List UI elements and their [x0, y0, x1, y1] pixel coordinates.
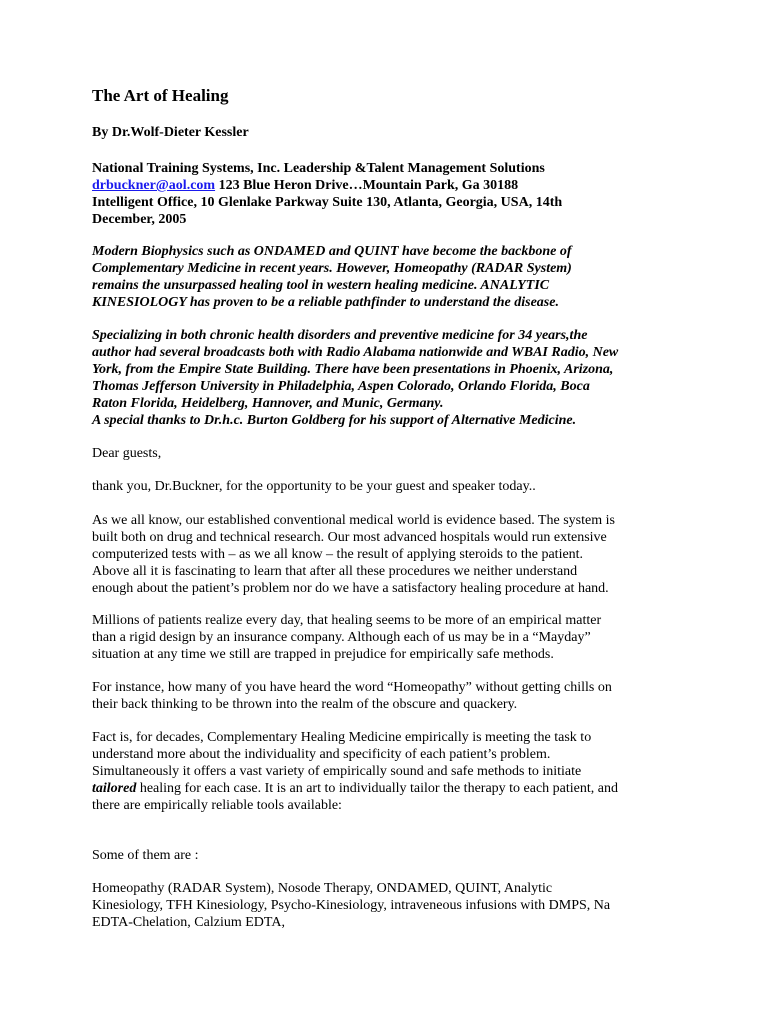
- text-line: understand more about the individuality and specificity of each patient’s problem.: [92, 747, 551, 762]
- body-paragraph-4: [92, 729, 682, 814]
- text-line: KINESIOLOGY has proven to be a reliable pathfinder to understand the disease.: [92, 295, 559, 310]
- body-paragraph-2: [92, 612, 682, 663]
- office-line: Intelligent Office, 10 Glenlake Parkway Suite 130, Atlanta, Georgia, USA, 14th: [92, 195, 563, 210]
- text-line: Thomas Jefferson University in Philadelphia, Aspen Colorado, Orlando Florida, Boca: [92, 379, 590, 394]
- text-line: Homeopathy (RADAR System), Nosode Therapy, ONDAMED, QUINT, Analytic: [92, 881, 553, 896]
- author-byline: By Dr.Wolf-Dieter Kessler: [92, 125, 249, 140]
- contact-block: [92, 160, 682, 228]
- text-line: EDTA-Chelation, Calzium EDTA,: [92, 915, 285, 930]
- text-line: Millions of patients realize every day, that healing seems to be more of an empirical matter: [92, 613, 602, 628]
- date-line: December, 2005: [92, 212, 187, 227]
- text-line: As we all know, our established conventional medical world is evidence based. The system is: [92, 513, 615, 528]
- text-line: York, from the Empire State Building. There have been presentations in Phoenix, Arizona,: [92, 362, 614, 377]
- email-address-line: [92, 177, 682, 194]
- text-line: Kinesiology, TFH Kinesiology, Psycho-Kinesiology, intraveneous infusions with DMPS, Na: [92, 898, 611, 913]
- list-intro-text: Some of them are :: [92, 848, 199, 863]
- body-paragraph-5: [92, 880, 682, 931]
- text-line: Specializing in both chronic health disorders and preventive medicine for 34 years,the: [92, 328, 588, 343]
- text-line: there are empirically reliable tools available:: [92, 798, 342, 813]
- text-line: Fact is, for decades, Complementary Healing Medicine empirically is meeting the task to: [92, 730, 592, 745]
- thanks-paragraph: [92, 478, 682, 495]
- text-line: Raton Florida, Heidelberg, Hannover, and Munic, Germany.: [92, 396, 444, 411]
- text-line: Complementary Medicine in recent years. However, Homeopathy (RADAR System): [92, 261, 572, 276]
- thanks-text: thank you, Dr.Buckner, for the opportunity to be your guest and speaker today..: [92, 479, 536, 494]
- text-line: computerized tests with – as we all know – the result of applying steroids to the patient.: [92, 547, 584, 562]
- abstract-paragraph-2: [92, 327, 682, 429]
- text-line: Above all it is fascinating to learn that after all these procedures we neither understand: [92, 564, 578, 579]
- email-link[interactable]: drbuckner@aol.com: [92, 178, 216, 193]
- text-line: built both on drug and technical research. Our most advanced hospitals would run extensive: [92, 530, 607, 545]
- text-line: situation at any time we still are trapped in prejudice for empirically safe methods.: [92, 647, 554, 662]
- salutation-text: Dear guests,: [92, 446, 162, 461]
- street-address: 123 Blue Heron Drive…Mountain Park, Ga 30188: [215, 178, 519, 193]
- text-line: author had several broadcasts both with Radio Alabama nationwide and WBAI Radio, New: [92, 345, 619, 360]
- abstract-paragraph-1: [92, 243, 682, 311]
- emphasized-word: tailored: [92, 781, 137, 796]
- body-paragraph-1: [92, 512, 682, 597]
- text-line: Simultaneously it offers a vast variety of empirically sound and safe methods to initiate: [92, 764, 582, 779]
- body-paragraph-3: [92, 679, 682, 713]
- list-intro: [92, 847, 682, 864]
- text-line: Modern Biophysics such as ONDAMED and QUINT have become the backbone of: [92, 244, 572, 259]
- text-line: their back thinking to be thrown into the realm of the obscure and quackery.: [92, 697, 518, 712]
- text-line: For instance, how many of you have heard the word “Homeopathy” without getting chills on: [92, 680, 612, 695]
- document-title: The Art of Healing: [92, 86, 229, 105]
- text-line: enough about the patient’s problem nor do we have a satisfactory healing procedure at hand.: [92, 581, 609, 596]
- text-line-rest: healing for each case. It is an art to individually tailor the therapy to each patient, and: [136, 781, 618, 796]
- text-line: [92, 780, 682, 797]
- organization-line: National Training Systems, Inc. Leadership &Talent Management Solutions: [92, 161, 545, 176]
- text-line: than a rigid design by an insurance company. Although each of us may be in a “Mayday”: [92, 630, 591, 645]
- text-line: remains the unsurpassed healing tool in western healing medicine. ANALYTIC: [92, 278, 550, 293]
- salutation: [92, 445, 682, 462]
- text-line: A special thanks to Dr.h.c. Burton Goldberg for his support of Alternative Medicine.: [92, 413, 577, 428]
